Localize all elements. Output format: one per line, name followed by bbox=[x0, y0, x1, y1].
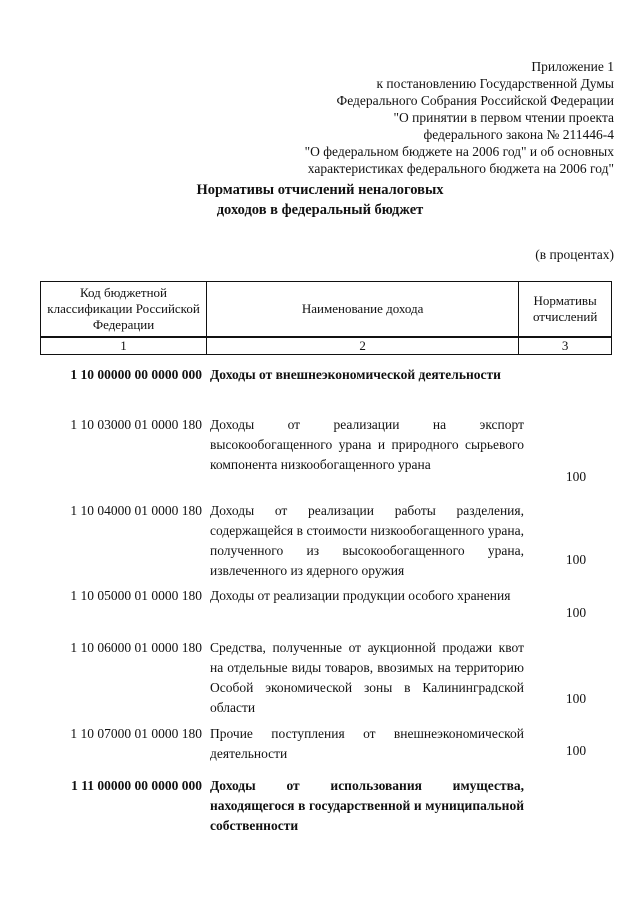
row-name: Доходы от использования имущества, находящегося в государственной и муниципальной собственности bbox=[210, 778, 524, 833]
header-code: Код бюджетной классификации Российской Федерации bbox=[41, 282, 207, 338]
annex-line: Федерального Собрания Российской Федерации bbox=[336, 93, 614, 108]
row-name: Прочие поступления от внешнеэкономической деятельности bbox=[210, 726, 524, 761]
row-value: 100 bbox=[565, 605, 587, 620]
row-code: 1 10 03000 01 0000 180 bbox=[70, 417, 202, 432]
row-code: 1 10 00000 00 0000 000 bbox=[70, 367, 202, 382]
title-line: доходов в федеральный бюджет bbox=[216, 202, 424, 218]
row-code: 1 10 06000 01 0000 180 bbox=[70, 640, 202, 655]
row-value: 100 bbox=[565, 552, 587, 567]
row-code: 1 10 05000 01 0000 180 bbox=[70, 588, 202, 603]
row-code: 1 10 07000 01 0000 180 bbox=[70, 726, 202, 741]
column-number: 1 bbox=[41, 337, 207, 355]
row-name: Средства, полученные от аукционной продажи квот на отдельные виды товаров, ввозимых на территорию Особой экономической зоны в Калининградской области bbox=[210, 640, 524, 715]
document-title bbox=[0, 180, 640, 220]
row-value: 100 bbox=[565, 469, 587, 484]
annex-line: к постановлению Государственной Думы bbox=[376, 76, 614, 91]
header-name: Наименование дохода bbox=[207, 282, 519, 338]
column-number: 3 bbox=[519, 337, 612, 355]
row-code: 1 11 00000 00 0000 000 bbox=[71, 778, 202, 793]
unit-note: (в процентах) bbox=[535, 247, 614, 262]
table-header bbox=[40, 281, 612, 355]
annex-line: федерального закона № 211446-4 bbox=[423, 127, 614, 142]
row-name: Доходы от реализации продукции особого хранения bbox=[210, 588, 511, 603]
row-value: 100 bbox=[565, 691, 587, 706]
column-number: 2 bbox=[207, 337, 519, 355]
annex-line: "О принятии в первом чтении проекта bbox=[393, 110, 614, 125]
annex-block bbox=[305, 58, 614, 177]
header-norm: Нормативы отчислений bbox=[519, 282, 612, 338]
annex-line: характеристиках федерального бюджета на 2006 год" bbox=[307, 161, 614, 176]
row-name: Доходы от внешнеэкономической деятельности bbox=[210, 367, 501, 382]
row-name: Доходы от реализации работы разделения, содержащейся в стоимости низкообогащенного урана, полученного из высокообогащенного урана, извлеченного из ядерного оружия bbox=[210, 503, 524, 578]
annex-line: "О федеральном бюджете на 2006 год" и об основных bbox=[304, 144, 614, 159]
title-line: Нормативы отчислений неналоговых bbox=[196, 182, 444, 198]
annex-line: Приложение 1 bbox=[531, 59, 614, 74]
row-name: Доходы от реализации на экспорт высокообогащенного урана и природного сырьевого компонента низкообогащенного урана bbox=[210, 417, 524, 472]
row-code: 1 10 04000 01 0000 180 bbox=[70, 503, 202, 518]
row-value: 100 bbox=[565, 743, 587, 758]
